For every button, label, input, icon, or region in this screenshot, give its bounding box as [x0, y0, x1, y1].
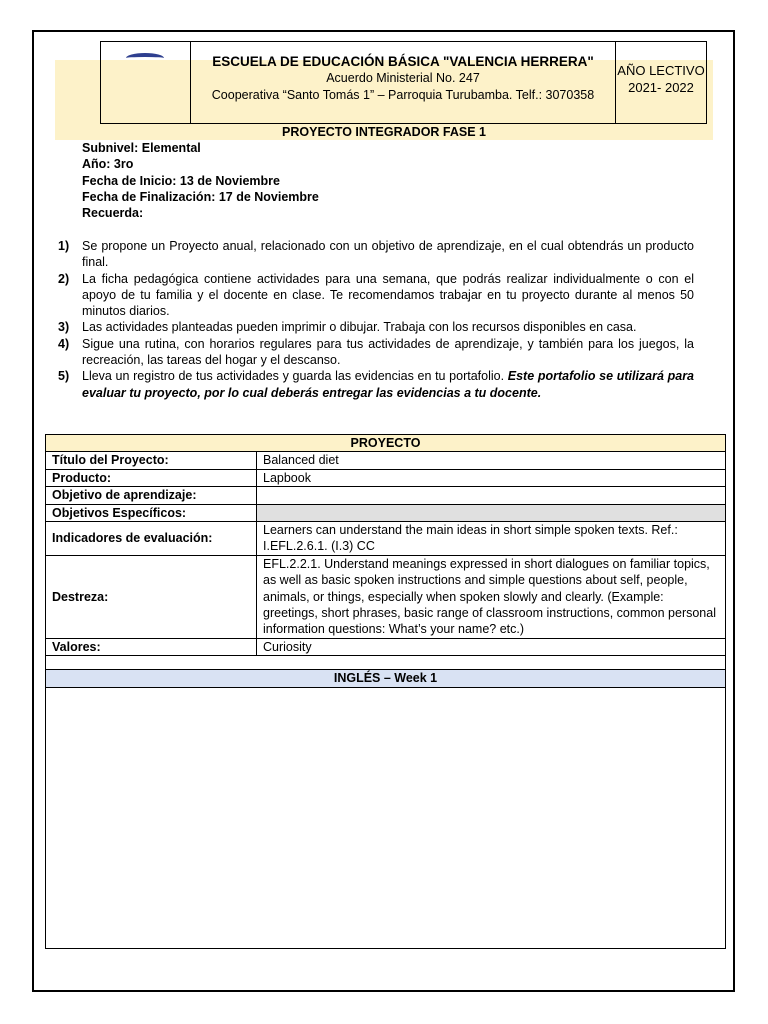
row-value-product: Lapbook — [257, 469, 726, 486]
rule-text: Sigue una rutina, con horarios regulares para tus actividades de aprendizaje, y también para los juegos, la recreación, las tareas del hogar y el descanso. — [82, 336, 694, 368]
meta-year: Año: 3ro — [82, 157, 134, 172]
rule-number: 1) — [58, 239, 70, 253]
school-year-label: AÑO LECTIVO — [617, 62, 705, 78]
table-row — [46, 504, 726, 521]
rule-text: La ficha pedagógica contiene actividades para una semana, que podrás realizar individualmente o con el apoyo de tu familia y el docente en clase. Te recomendamos trabajar en tu proyecto durante al menos 50 minutos diarios. — [82, 271, 694, 319]
school-year-value: 2021- 2022 — [628, 79, 694, 95]
spacer-cell — [46, 656, 726, 670]
meta-sublevel: Subnivel: Elemental — [82, 141, 201, 155]
row-value-indicators: Learners can understand the main ideas in short simple spoken texts. Ref.: I.EFL.2.6.1. (I.3) CC — [257, 522, 726, 556]
school-logo — [101, 42, 191, 123]
row-label-title: Título del Proyecto: — [46, 452, 257, 469]
rule-text: Se propone un Proyecto anual, relacionado con un objetivo de aprendizaje, en el cual obtendrás un producto final. — [82, 239, 694, 270]
rule-item — [58, 319, 694, 335]
week-content-area[interactable] — [46, 687, 726, 948]
project-meta — [82, 140, 319, 221]
table-row — [46, 487, 726, 504]
week-header: INGLÉS – Week 1 — [46, 670, 726, 687]
project-table-header: PROYECTO — [46, 435, 726, 452]
row-label-product: Producto: — [46, 469, 257, 486]
row-label-specific-objectives: Objetivos Específicos: — [46, 504, 257, 521]
table-row — [46, 638, 726, 655]
table-row — [46, 522, 726, 556]
row-value-title: Balanced diet — [257, 452, 726, 469]
row-label-skill: Destreza: — [46, 555, 257, 638]
rule-text: Las actividades planteadas pueden imprimir o dibujar. Trabaja con los recursos disponibles en casa. — [82, 320, 637, 335]
table-row — [46, 555, 726, 638]
table-row — [46, 469, 726, 486]
school-address: Cooperativa “Santo Tomás 1” – Parroquia Turubamba. Telf.: 3070358 — [211, 88, 595, 102]
rule-item — [58, 238, 694, 271]
rule-item — [58, 336, 694, 369]
rule-text: Lleva un registro de tus actividades y guarda las evidencias en tu portafolio. — [82, 369, 508, 384]
row-value-skill: EFL.2.2.1. Understand meanings expressed in short dialogues on familiar topics, as well as basic spoken instructions and simple questions about self, people, animals, or things, especially when spoken slowly and clearly. (Example: greetings, short phrases, basic range of classroom instructions, common personal information questions: What’s your name? etc.) — [257, 555, 726, 638]
table-row — [46, 452, 726, 469]
logo-arc-icon — [126, 53, 164, 63]
row-value-values: Curiosity — [257, 638, 726, 655]
row-value-objective — [257, 487, 726, 504]
rule-number: 3) — [58, 320, 70, 335]
row-label-indicators: Indicadores de evaluación: — [46, 522, 257, 556]
meta-end-date: Fecha de Finalización: 17 de Noviembre — [82, 189, 319, 204]
rule-item — [58, 271, 694, 320]
school-header — [100, 41, 707, 124]
meta-start-date: Fecha de Inicio: 13 de Noviembre — [82, 173, 280, 188]
school-year-box — [616, 42, 706, 123]
meta-remember: Recuerda: — [82, 206, 144, 221]
rules-list — [58, 238, 694, 401]
project-table — [45, 434, 726, 949]
rule-emphasis: Este portafolio se utilizará para evaluar tu proyecto, por lo cual deberás entregar las evidencias a tu docente. — [82, 369, 695, 400]
spacer-row — [46, 656, 726, 670]
row-label-values: Valores: — [46, 638, 257, 655]
project-phase-title: PROYECTO INTEGRADOR FASE 1 — [282, 125, 486, 139]
ministerial-agreement: Acuerdo Ministerial No. 247 — [326, 71, 480, 85]
rule-number: 2) — [58, 271, 70, 286]
rule-number: 5) — [58, 369, 70, 384]
school-info — [191, 42, 616, 123]
row-label-objective: Objetivo de aprendizaje: — [46, 487, 257, 504]
row-value-specific-objectives — [257, 504, 726, 521]
rule-number: 4) — [58, 336, 70, 351]
school-name: ESCUELA DE EDUCACIÓN BÁSICA "VALENCIA HERRERA" — [212, 54, 594, 69]
rule-item — [58, 368, 694, 401]
